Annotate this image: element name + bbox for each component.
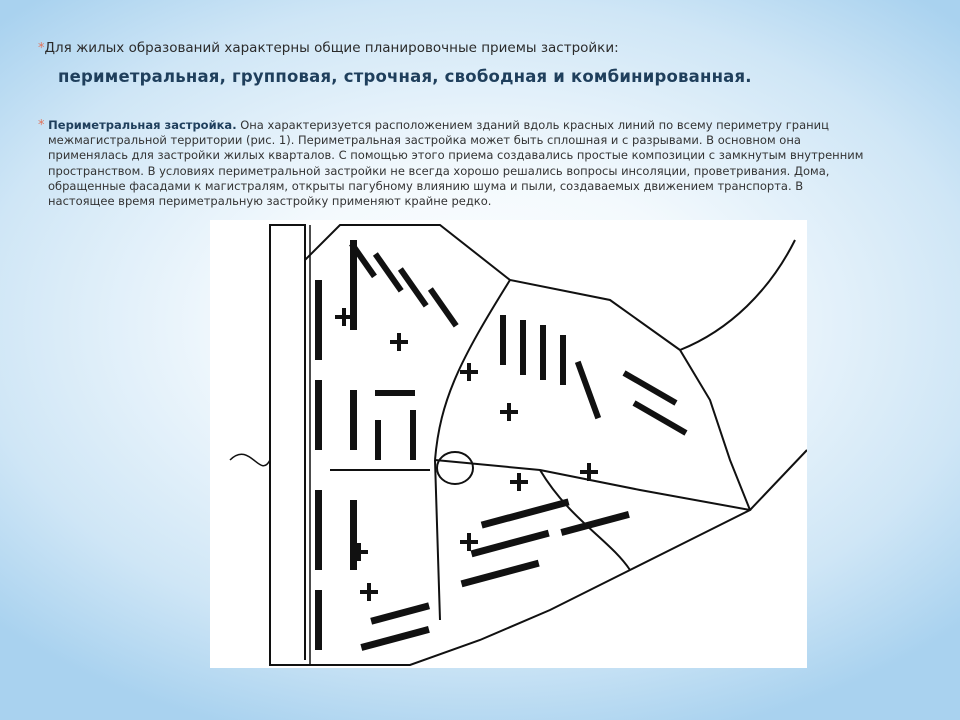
paragraph-line-2: межмагистральной территории (рис. 1). Периметральная застройка может быть сплошная и с разрывами. В основном она [48,133,801,148]
paragraph-line-4: пространством. В условиях периметральной застройки не всегда хорошо решались вопросы инсоляции, проветривания. Дома, [48,163,830,178]
intro-line [38,40,619,56]
bullet-star-icon: * [38,41,45,56]
paragraph-line-3: применялась для застройки жилых кварталов. С помощью этого приема создавались простые композиции с замкнутым внутренним [48,148,864,163]
site-plan-figure [210,220,807,668]
paragraph-title: Периметральная застройка. [48,118,237,132]
site-plan-drawing [210,220,807,668]
planning-types: периметральная, групповая, строчная, свободная и комбинированная. [58,67,752,86]
perimeter-paragraph [38,118,938,209]
bullet-star-icon: * [38,118,45,133]
paragraph-line-5: обращенные фасадами к магистралям, открыты пагубному влиянию шума и пыли, создаваемых движением транспорта. В [48,178,804,193]
intro-text: Для жилых образований характерны общие планировочные приемы застройки: [44,40,619,56]
paragraph-line-1: Она характеризуется расположением зданий вдоль красных линий по всему периметру границ [240,118,829,132]
paragraph-line-6: настоящее время периметральную застройку применяют крайне редко. [48,194,492,209]
